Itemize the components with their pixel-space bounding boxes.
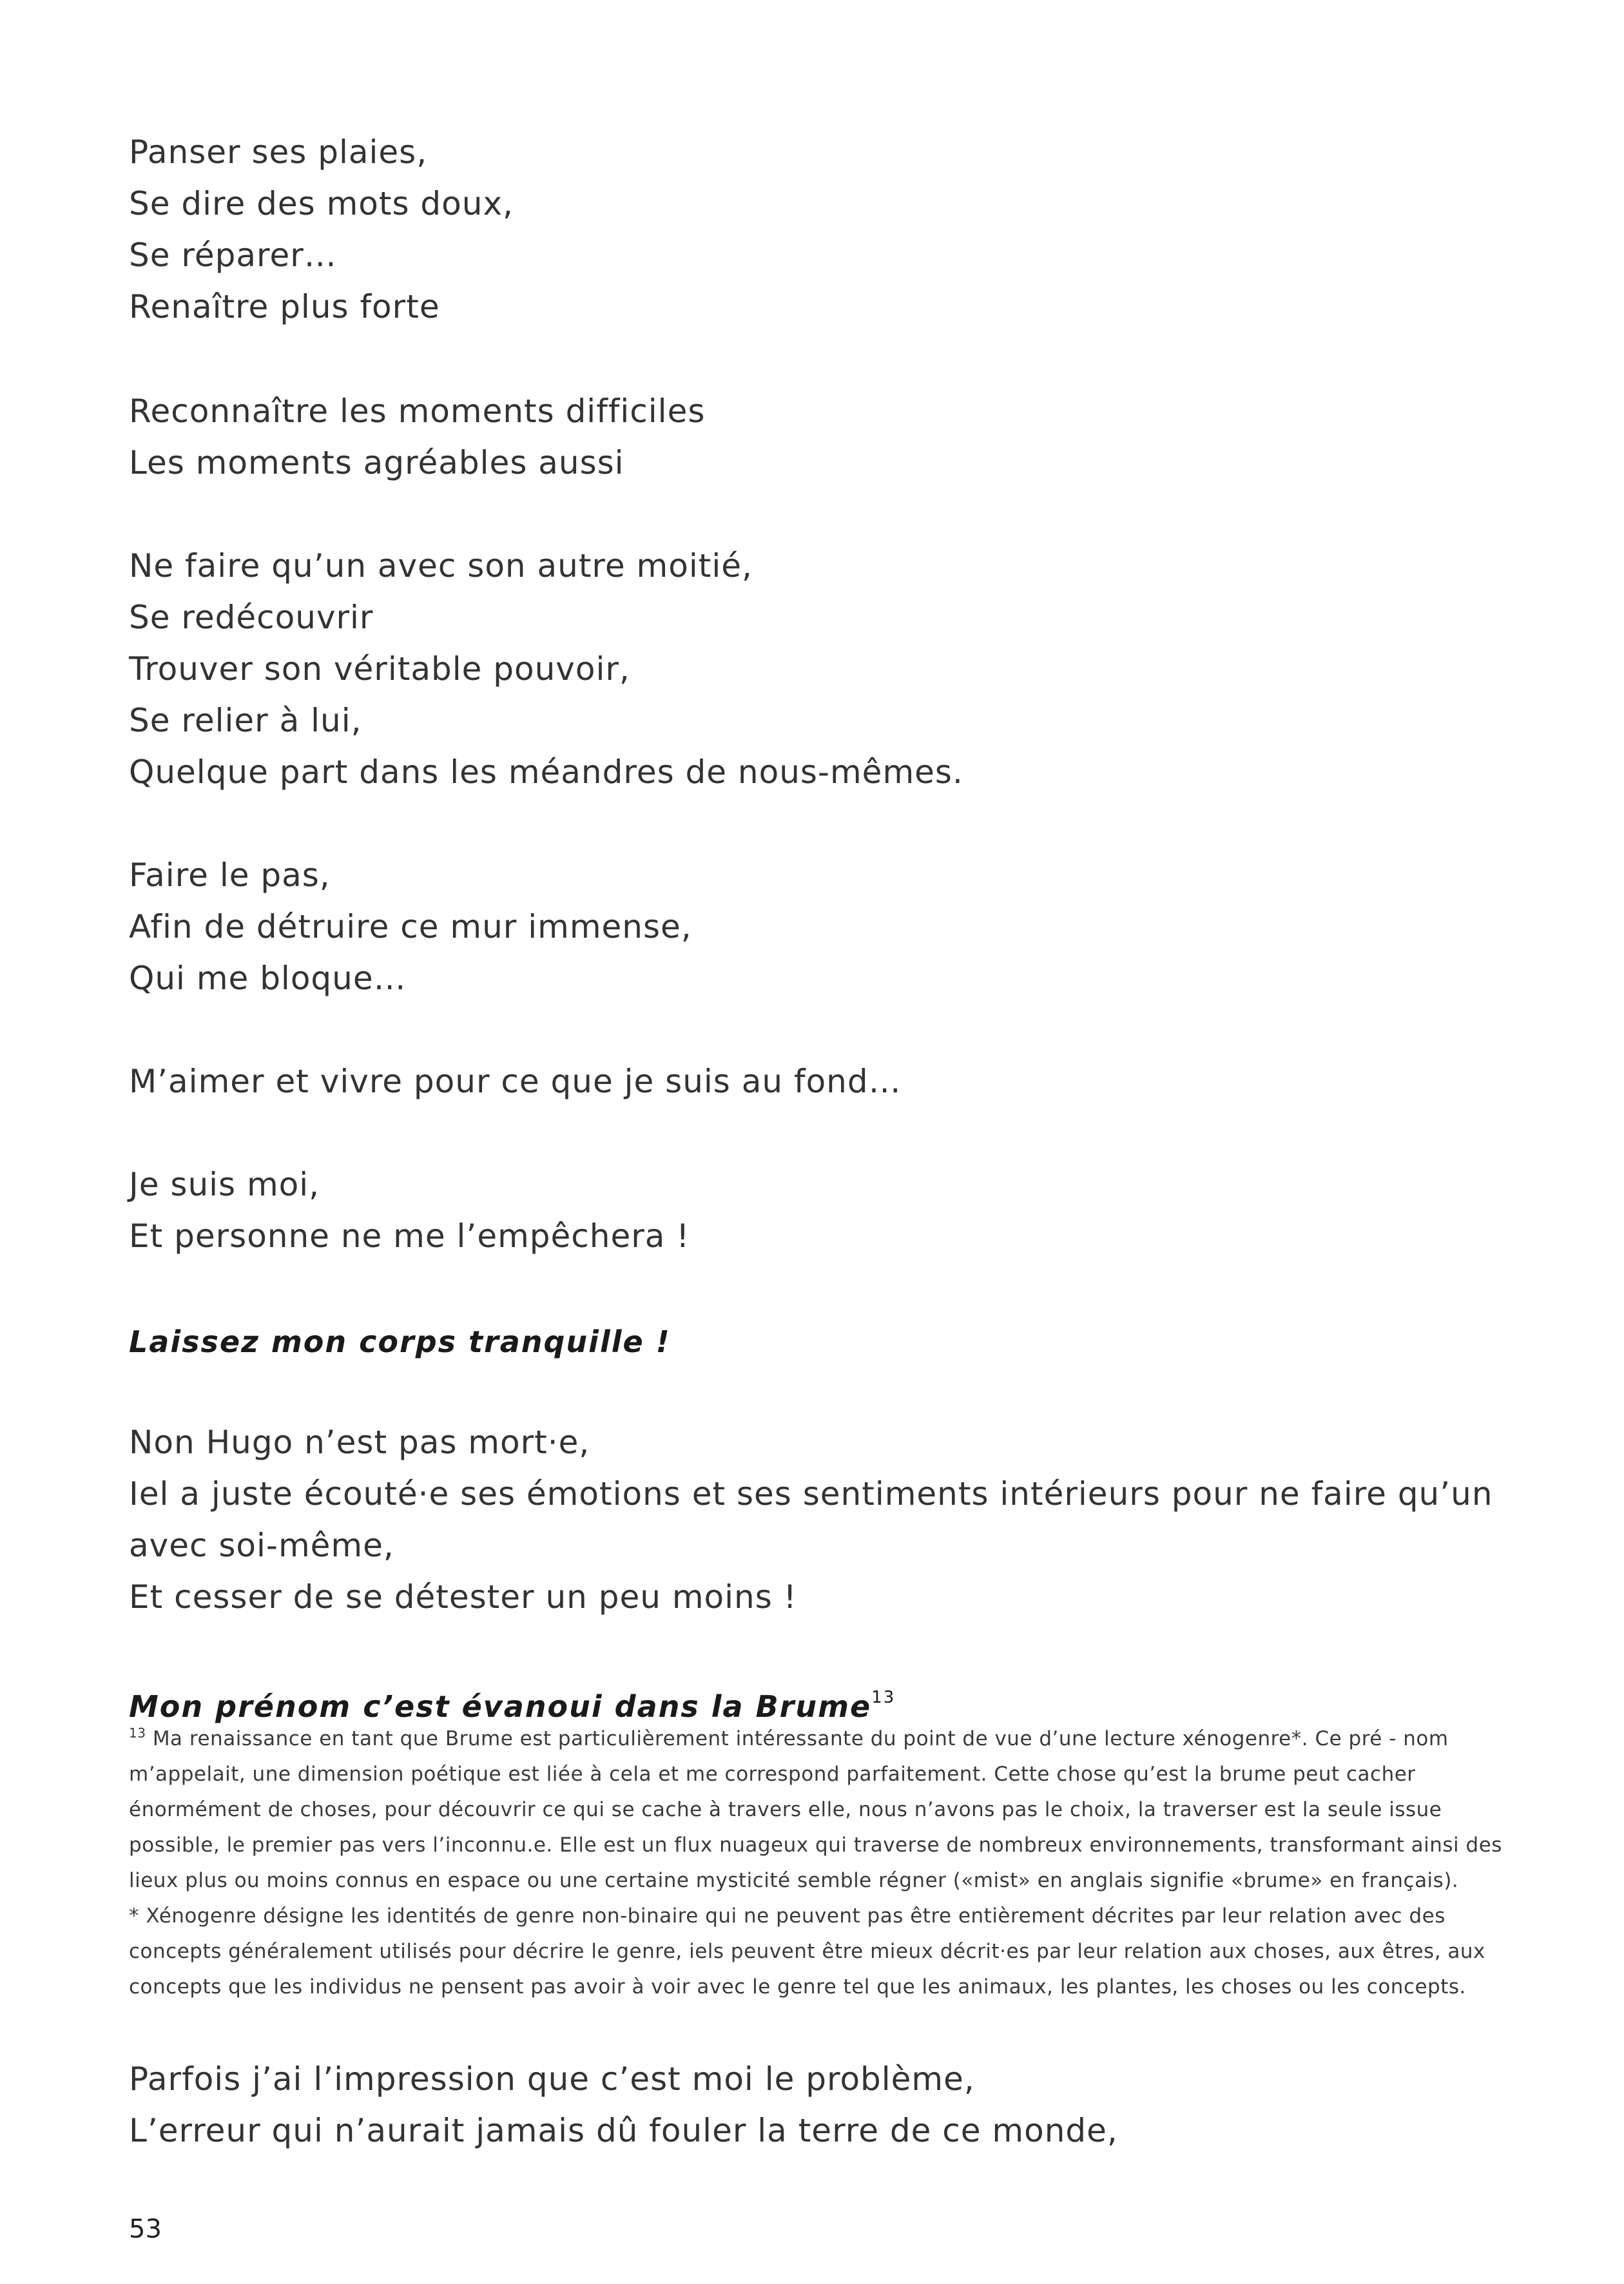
poem-line: M’aimer et vivre pour ce que je suis au fond… <box>129 1063 902 1100</box>
poem-line: Faire le pas, <box>129 856 331 894</box>
poem-line: Renaître plus forte <box>129 288 440 325</box>
footnote-paragraph: * Xénogenre désigne les identités de genre non-binaire qui ne peuvent pas être entièrement décrites par leur relation avec des concepts généralement utilisés pour décrire le genre, iels peuvent être mieux décrit·es par leur relation aux choses, aux êtres, aux concepts que les individus ne pensent pas avoir à voir avec le genre tel que les animaux, les plantes, les choses ou les concepts. <box>129 1904 1485 1998</box>
poem-line: Se dire des mots doux, <box>129 185 514 222</box>
section-title: Laissez mon corps tranquille ! <box>129 1324 671 1359</box>
poem-line: Je suis moi, <box>129 1166 320 1203</box>
page-number: 53 <box>129 2214 162 2244</box>
section-title-text: Mon prénom c’est évanoui dans la Brume <box>129 1689 872 1724</box>
poem-line: Et cesser de se détester un peu moins ! <box>129 1578 797 1616</box>
poem-line: Reconnaître les moments difficiles <box>129 392 706 430</box>
poem-line: Se réparer… <box>129 237 337 274</box>
footnote-reference: 13 <box>871 1688 896 1707</box>
poem-line-wrapped: Iel a juste écouté·e ses émotions et ses sentiments intérieurs pour ne faire qu’un avec soi-même, <box>129 1475 1493 1564</box>
poem-line: Parfois j’ai l’impression que c’est moi le problème, <box>129 2060 975 2098</box>
poem-line: Les moments agréables aussi <box>129 444 624 481</box>
footnote-text: Ma renaissance en tant que Brume est particulièrement intéressante du point de vue d’une lecture xénogenre*. Ce pré - nom m’appelait, une dimension poétique est liée à cela et me correspond parfaitement. Cette chose qu’est la brume peut cacher énormément de choses, pour découvrir ce qui se cache à travers elle, nous n’avons pas le choix, la traverser est la seule issue possible, le premier pas vers l’inconnu.e. Elle est un flux nuageux qui traverse de nombreux environnements, transformant ainsi des lieux plus ou moins connus en espace ou une certaine mysticité semble régner («mist» en anglais signifie «brume» en français). <box>129 1727 1502 1892</box>
footnote <box>129 1716 1508 2005</box>
poem-line: Se relier à lui, <box>129 702 362 739</box>
poem-line: Quelque part dans les méandres de nous-mêmes. <box>129 753 963 791</box>
footnote-number: 13 <box>129 1725 146 1741</box>
poem-line: Afin de détruire ce mur immense, <box>129 908 692 945</box>
poem-line: Se redécouvrir <box>129 599 374 636</box>
poem-line: Ne faire qu’un avec son autre moitié, <box>129 547 753 585</box>
poem-line: Non Hugo n’est pas mort·e, <box>129 1424 590 1461</box>
poem-line: Panser ses plaies, <box>129 133 428 171</box>
poem-line: Trouver son véritable pouvoir, <box>129 650 630 688</box>
footnote-paragraph <box>129 1716 1508 1899</box>
poem-line: Qui me bloque… <box>129 960 407 997</box>
poem-line: Et personne ne me l’empêchera ! <box>129 1217 690 1255</box>
poem-line: L’erreur qui n’aurait jamais dû fouler la terre de ce monde, <box>129 2112 1118 2149</box>
